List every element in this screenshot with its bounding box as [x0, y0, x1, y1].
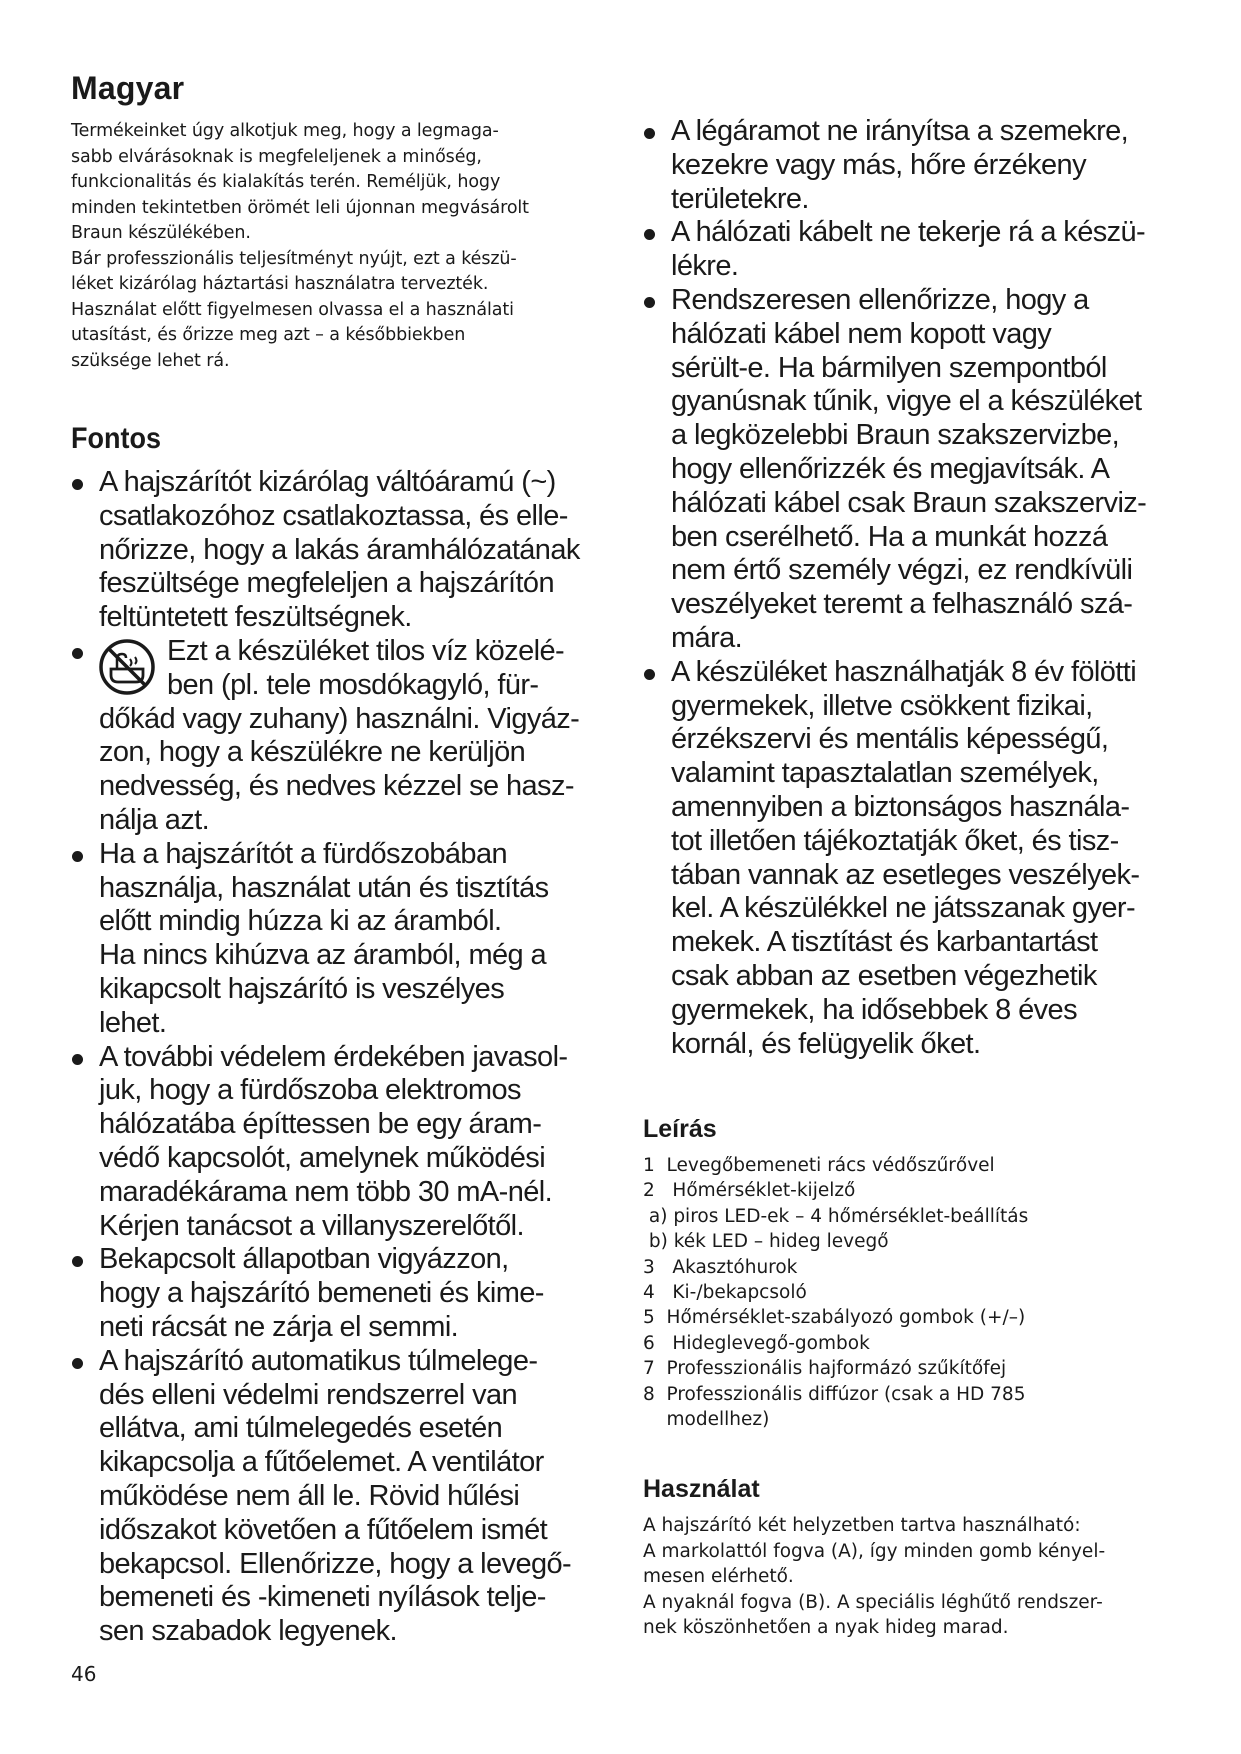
important-list-left — [71, 466, 616, 1649]
page-title: Magyar — [71, 70, 185, 106]
description-heading: Leírás — [643, 1115, 717, 1143]
item-line: A készüléket használhatják 8 év fölötti — [671, 655, 1137, 688]
intro-line: Braun készülékében. — [71, 223, 251, 243]
item-line: bekapcsol. Ellenőrizze, hogy a levegő- — [99, 1547, 572, 1580]
important-item-water-warning — [71, 635, 616, 838]
item-line: dés elleni védelmi rendszerrel van — [99, 1378, 518, 1411]
item-line: Ha a hajszárítót a fürdőszobában — [99, 837, 508, 870]
item-line: kikapcsolja a fűtőelemet. A ventilátor — [99, 1446, 544, 1479]
item-line: veszélyeket teremt a felhasználó szá- — [671, 588, 1133, 621]
important-heading: Fontos — [71, 422, 161, 455]
parts-list-item: 5 Hőmérséklet-szabályozó gombok (+/–) — [643, 1307, 1026, 1329]
item-line: hálózati kábel nem kopott vagy — [671, 317, 1052, 350]
item-line: működése nem áll le. Rövid hűlési — [99, 1479, 520, 1512]
parts-list-item: a) piros LED-ek – 4 hőmérséklet-beállítás — [643, 1205, 1029, 1227]
item-line: kornál, és felügyelik őket. — [671, 1027, 981, 1060]
item-line: sérült-e. Ha bármilyen szempontból — [671, 351, 1107, 384]
usage-line: mesen elérhető. — [643, 1566, 794, 1587]
parts-list-item: b) kék LED – hideg levegő — [643, 1231, 889, 1253]
item-line: használja, használat után és tisztítás — [99, 871, 549, 904]
item-line: Bekapcsolt állapotban vigyázzon, — [99, 1243, 509, 1276]
item-line: A további védelem érdekében javasol- — [99, 1040, 568, 1073]
intro-line: Használat előtt figyelmesen olvassa el a használati — [71, 299, 514, 320]
item-line: a legközelebbi Braun szakszervizbe, — [671, 419, 1120, 452]
item-line: kikapcsolt hajszárító is veszélyes — [99, 972, 505, 1005]
important-item — [643, 115, 1188, 216]
item-line: Rendszeresen ellenőrizze, hogy a — [671, 283, 1089, 316]
intro-line: sabb elvárásoknak is megfeleljenek a minőség, — [71, 146, 482, 167]
intro-line: utasítást, és őrizze meg azt – a későbbiekben — [71, 325, 466, 345]
usage-line: A hajszárító két helyzetben tartva használható: — [643, 1515, 1081, 1536]
item-line: amennyiben a biztonságos használa- — [671, 790, 1130, 823]
item-line: zon, hogy a készülékre ne kerüljön — [99, 736, 526, 769]
important-item — [71, 1345, 616, 1649]
parts-list-item: modellhez) — [643, 1409, 770, 1431]
item-line: védő kapcsolót, amelynek működési — [99, 1141, 546, 1174]
item-line: valamint tapasztalatlan személyek, — [671, 757, 1099, 790]
item-line: előtt mindig húzza ki az áramból. — [99, 905, 502, 938]
item-line: lékre. — [671, 250, 739, 283]
parts-list-item: 1 Levegőbemeneti rács védőszűrővel — [643, 1155, 995, 1176]
item-line: Ezt a készüléket tilos víz közelé- — [167, 634, 565, 667]
intro-text — [71, 119, 631, 374]
item-line: kel. A készülékkel ne játsszanak gyer- — [671, 892, 1135, 925]
item-line: gyanúsnak tűnik, vigye el a készüléket — [671, 385, 1142, 418]
usage-line: A nyaknál fogva (B). A speciális léghűtő rendszer- — [643, 1591, 1103, 1613]
intro-line: léket kizárólag háztartási használatra tervezték. — [71, 274, 489, 294]
item-line: A légáramot ne irányítsa a szemekre, — [671, 115, 1129, 147]
important-item — [71, 1041, 616, 1244]
warning-row — [99, 635, 616, 703]
parts-list-item: 4 Ki-/bekapcsoló — [643, 1282, 807, 1304]
important-item — [643, 284, 1188, 656]
warning-text-top — [167, 635, 616, 703]
item-line: lehet. — [99, 1006, 167, 1039]
important-item — [71, 1243, 616, 1344]
item-line: területekre. — [671, 182, 809, 215]
item-line: feszültsége megfeleljen a hajszárítón — [99, 567, 554, 600]
item-line: tában vannak az esetleges veszélyek- — [671, 858, 1140, 891]
parts-list-item: 3 Akasztóhurok — [643, 1256, 798, 1278]
important-item — [71, 838, 616, 1041]
item-line: gyermekek, illetve csökkent fizikai, — [671, 689, 1093, 722]
intro-section — [71, 70, 631, 374]
important-list-right — [643, 115, 1188, 1061]
item-line: feltüntetett feszültségnek. — [99, 601, 412, 634]
item-line: kezekre vagy más, hőre érzékeny — [671, 148, 1086, 181]
item-line: A hajszárító automatikus túlmelege- — [99, 1344, 538, 1377]
item-line: maradékárama nem több 30 mA-nél. — [99, 1175, 553, 1208]
parts-list-item: 2 Hőmérséklet-kijelző — [643, 1180, 856, 1202]
intro-line: Termékeinket úgy alkotjuk meg, hogy a legmaga- — [71, 121, 499, 141]
intro-line: szüksége lehet rá. — [71, 350, 230, 371]
intro-line: funkcionalitás és kialakítás terén. Reméljük, hogy — [71, 172, 501, 192]
important-item — [643, 216, 1188, 284]
no-water-bathtub-icon — [97, 637, 157, 697]
item-line: hálózati kábel csak Braun szakszerviz- — [671, 486, 1147, 519]
item-line: neti rácsát ne zárja el semmi. — [99, 1310, 459, 1343]
parts-list — [643, 1153, 1188, 1432]
usage-line: A markolattól fogva (A), így minden gomb kényel- — [643, 1540, 1106, 1562]
intro-line: Bár professzionális teljesítményt nyújt, ezt a készü- — [71, 248, 517, 269]
important-item — [71, 466, 616, 635]
item-line: Ha nincs kihúzva az áramból, még a — [99, 939, 547, 972]
item-line: nem értő személy végzi, ez rendkívüli — [671, 554, 1133, 587]
page-number: 46 — [71, 1662, 97, 1686]
item-line: Kérjen tanácsot a villanyszerelőtől. — [99, 1209, 524, 1242]
item-line: sen szabadok legyenek. — [99, 1615, 397, 1648]
item-line: csatlakozóhoz csatlakoztassa, és elle- — [99, 499, 568, 532]
item-line: ellátva, ami túlmelegedés esetén — [99, 1412, 503, 1445]
important-item — [643, 656, 1188, 1062]
parts-list-item: 8 Professzionális diffúzor (csak a HD 785 — [643, 1383, 1026, 1405]
item-line: bemeneti és -kimeneti nyílások telje- — [99, 1581, 546, 1614]
usage-line: nek köszönhetően a nyak hideg marad. — [643, 1617, 1009, 1638]
item-line: nőrizze, hogy a lakás áramhálózatának — [99, 533, 580, 566]
parts-list-item: 7 Professzionális hajformázó szűkítőfej — [643, 1358, 1007, 1380]
item-line: tot illetően tájékoztatják őket, és tisz- — [671, 824, 1119, 857]
item-line: A hajszárítót kizárólag váltóáramú (~) — [99, 466, 556, 498]
item-line: ben cserélhető. Ha a munkát hozzá — [671, 520, 1108, 553]
item-line: hogy ellenőrizzék és megjavítsák. A — [671, 452, 1110, 485]
usage-text — [643, 1513, 1188, 1641]
item-line: időszakot követően a fűtőelem ismét — [99, 1513, 548, 1546]
usage-heading: Használat — [643, 1475, 760, 1503]
item-line: dőkád vagy zuhany) használni. Vigyáz- — [99, 702, 580, 735]
item-line: juk, hogy a fürdőszoba elektromos — [99, 1074, 521, 1107]
item-line: csak abban az esetben végezhetik — [671, 959, 1097, 992]
item-line: A hálózati kábelt ne tekerje rá a készü- — [671, 216, 1146, 249]
item-line: nálja azt. — [99, 803, 210, 836]
item-line: mekek. A tisztítást és karbantartást — [671, 926, 1098, 959]
item-line: gyermekek, ha idősebbek 8 éves — [671, 993, 1077, 1026]
item-line: érzékszervi és mentális képességű, — [671, 723, 1109, 756]
intro-line: minden tekintetben örömét leli újonnan megvásárolt — [71, 197, 529, 218]
item-line: mára. — [671, 621, 743, 654]
parts-list-item: 6 Hideglevegő-gombok — [643, 1332, 870, 1354]
item-line: ben (pl. tele mosdókagyló, für- — [167, 668, 539, 701]
item-line: hogy a hajszárító bemeneti és kime- — [99, 1277, 544, 1310]
item-line: nedvesség, és nedves kézzel se hasz- — [99, 770, 574, 803]
item-line: hálózatába építtessen be egy áram- — [99, 1108, 542, 1141]
